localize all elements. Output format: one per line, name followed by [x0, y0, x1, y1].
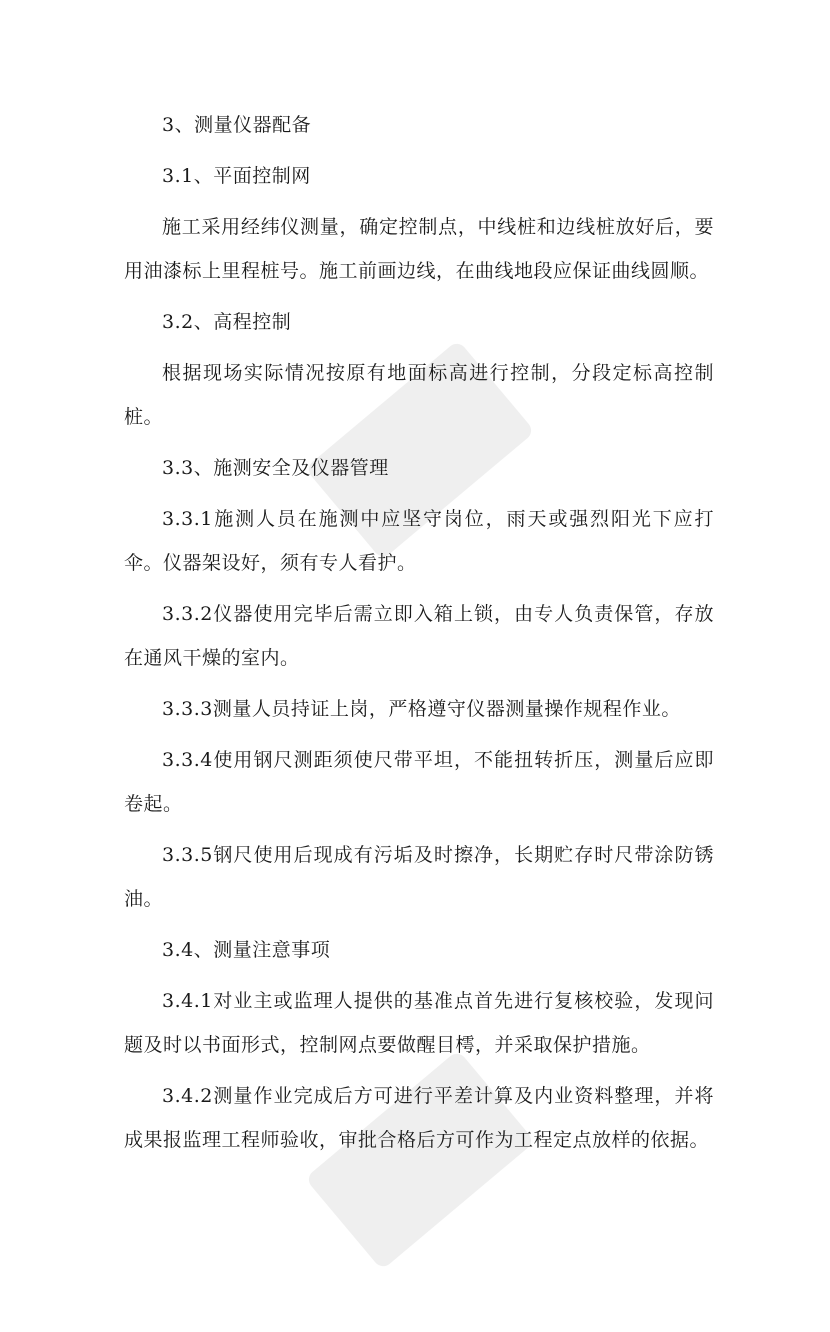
heading-3-3: 3.3、施测安全及仪器管理 [162, 457, 389, 479]
paragraph-3-3-1: 3.3.1施测人员在施测中应坚守岗位，雨天或强烈阳光下应打伞。仪器架设好，须有专人看护。 [124, 508, 714, 574]
paragraph-3-3-5: 3.3.5钢尺使用后现成有污垢及时擦净，长期贮存时尺带涂防锈油。 [124, 844, 714, 910]
paragraph-3-2-body: 根据现场实际情况按原有地面标高进行控制，分段定标高控制桩。 [124, 362, 714, 428]
document-body [124, 103, 714, 1169]
paragraph-3-4-1: 3.4.1对业主或监理人提供的基准点首先进行复核校验，发现问题及时以书面形式，控制网点要做醒目樗，并采取保护措施。 [124, 990, 714, 1056]
paragraph-3-4-2: 3.4.2测量作业完成后方可进行平差计算及内业资料整理，并将成果报监理工程师验收，审批合格后方可作为工程定点放样的依据。 [124, 1085, 714, 1151]
heading-3-1: 3.1、平面控制网 [162, 165, 311, 187]
heading-3: 3、测量仪器配备 [162, 114, 312, 136]
heading-3-4: 3.4、测量注意事项 [162, 939, 331, 961]
heading-3-2: 3.2、高程控制 [162, 311, 292, 333]
paragraph-3-1-body: 施工采用经纬仪测量，确定控制点，中线桩和边线桩放好后，要用油漆标上里程桩号。施工前画边线，在曲线地段应保证曲线圆顺。 [124, 216, 714, 282]
paragraph-3-3-4: 3.3.4使用钢尺测距须使尺带平坦，不能扭转折压，测量后应即卷起。 [124, 749, 714, 815]
paragraph-3-3-2: 3.3.2仪器使用完毕后需立即入箱上锁，由专人负责保管，存放在通风干燥的室内。 [124, 603, 714, 669]
paragraph-3-3-3: 3.3.3测量人员持证上岗，严格遵守仪器测量操作规程作业。 [162, 698, 681, 720]
